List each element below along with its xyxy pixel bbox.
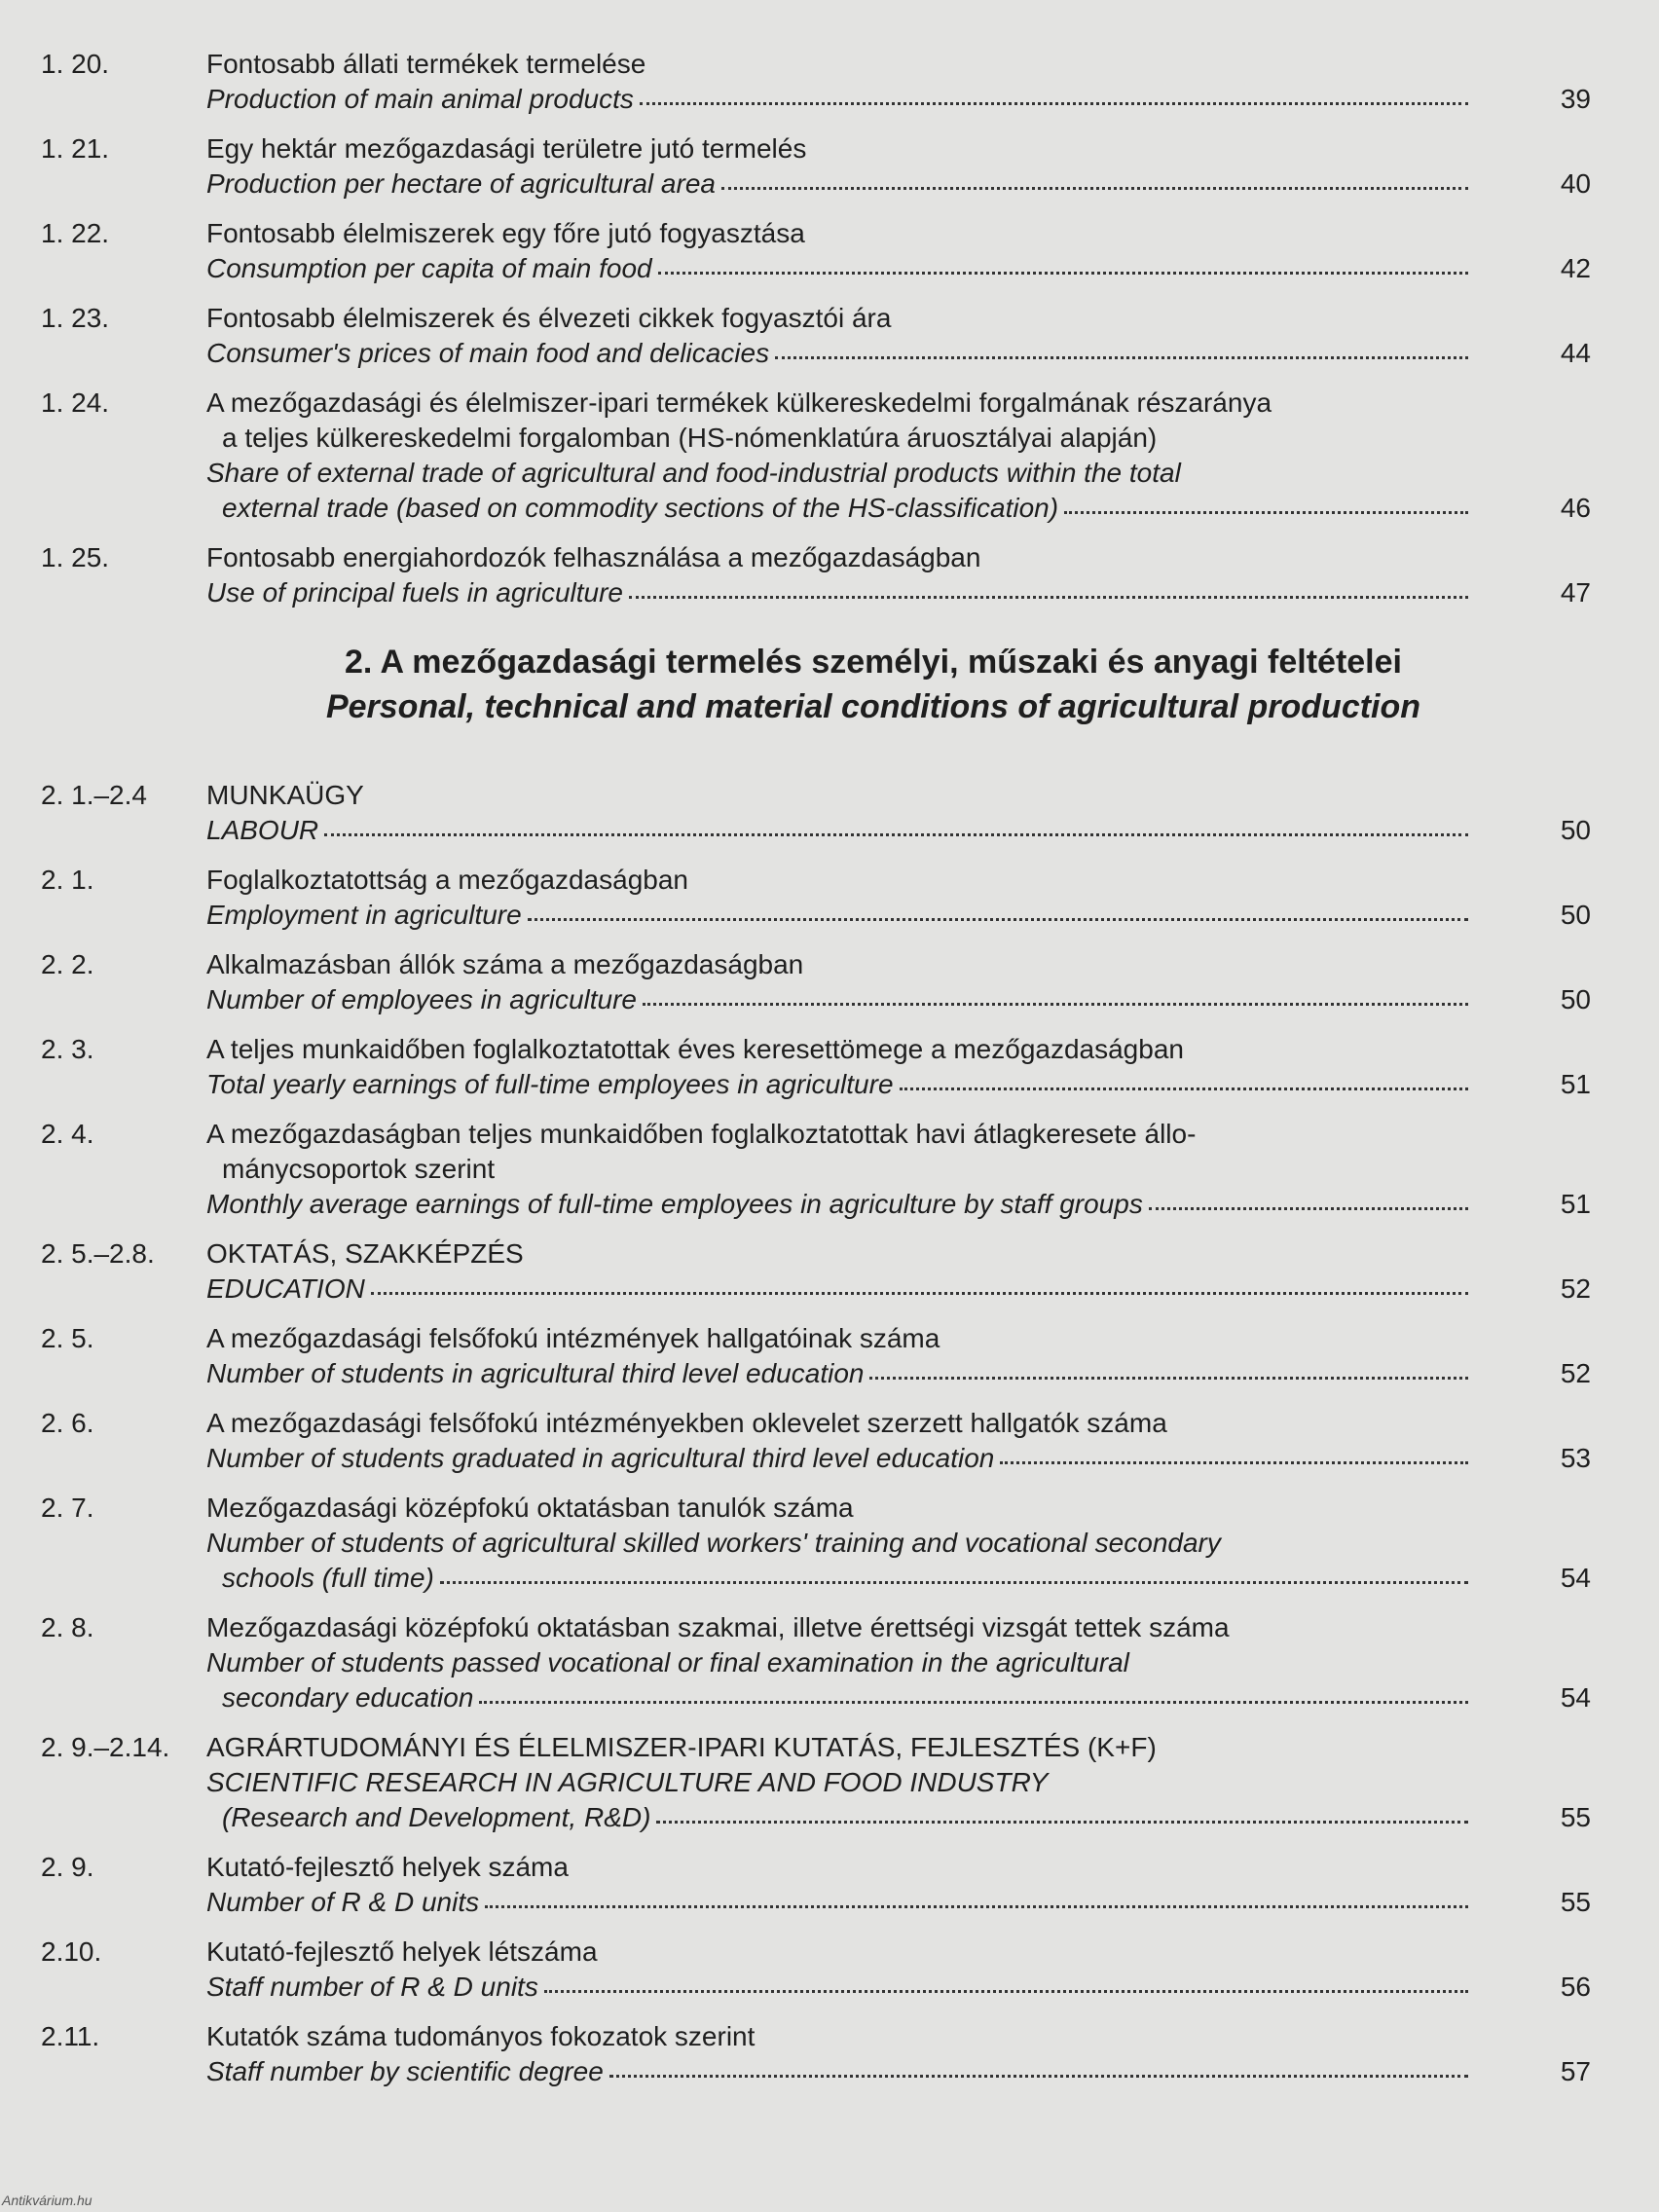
title-english <box>206 1680 1591 1715</box>
title-english <box>206 1067 1591 1102</box>
toc-entry[interactable] <box>0 863 1659 933</box>
title-hungarian <box>206 1406 1591 1441</box>
toc-entry[interactable] <box>0 1236 1659 1307</box>
toc-entry[interactable] <box>0 216 1659 286</box>
dotted-leader <box>479 1701 1468 1704</box>
title-hungarian <box>206 216 1591 251</box>
toc-entry[interactable] <box>0 386 1659 526</box>
entry-title-text: Fontosabb energiahordozók felhasználása a mezőgazdaságban <box>206 542 981 572</box>
entry-number: 1. 22. <box>41 218 110 248</box>
title-english <box>206 491 1591 526</box>
dotted-leader <box>775 356 1468 359</box>
title-hungarian <box>206 1032 1591 1067</box>
toc-entry[interactable] <box>0 1610 1659 1715</box>
entry-body <box>206 947 1659 1017</box>
page-number: 44 <box>1560 338 1591 368</box>
entry-body <box>206 1850 1659 1920</box>
toc-entry[interactable] <box>0 947 1659 1017</box>
entry-title-text: Number of students in agricultural third level education <box>206 1358 865 1388</box>
dotted-leader <box>640 102 1468 105</box>
entry-title-text: Alkalmazásban állók száma a mezőgazdaságban <box>206 949 804 979</box>
entry-body <box>206 1730 1659 1835</box>
entry-title-text: Kutatók száma tudományos fokozatok szerint <box>206 2021 756 2051</box>
title-english <box>206 1765 1591 1800</box>
toc-entry[interactable] <box>0 540 1659 610</box>
toc-entry[interactable] <box>0 2019 1659 2089</box>
dotted-leader <box>371 1292 1468 1295</box>
title-hungarian <box>206 131 1591 166</box>
title-english <box>206 336 1591 371</box>
title-english <box>206 1885 1591 1920</box>
title-hungarian <box>206 540 1591 575</box>
entry-number: 2. 6. <box>41 1408 94 1438</box>
page-number: 55 <box>1560 1887 1591 1917</box>
title-english <box>206 1526 1591 1561</box>
title-hungarian <box>206 386 1591 421</box>
title-hungarian <box>206 421 1591 456</box>
entry-title-text: Consumption per capita of main food <box>206 253 652 283</box>
entry-title-text: A mezőgazdasági felsőfokú intézményekben oklevelet szerzett hallgatók száma <box>206 1408 1167 1438</box>
page-number: 52 <box>1560 1273 1591 1304</box>
page-number: 39 <box>1560 84 1591 114</box>
entry-body <box>206 863 1659 933</box>
entry-body <box>206 131 1659 202</box>
dotted-leader <box>721 187 1468 190</box>
entry-body <box>206 1117 1659 1222</box>
entry-title-text: AGRÁRTUDOMÁNYI ÉS ÉLELMISZER-IPARI KUTATÁS, FEJLESZTÉS (K+F) <box>206 1732 1157 1762</box>
entry-title-text: Fontosabb élelmiszerek és élvezeti cikkek fogyasztói ára <box>206 303 892 333</box>
title-english <box>206 2054 1591 2089</box>
entry-title-text: Number of R & D units <box>206 1887 480 1917</box>
dotted-leader <box>656 1821 1468 1824</box>
toc-entry[interactable] <box>0 47 1659 117</box>
title-hungarian <box>206 1491 1591 1526</box>
section-heading-en: Personal, technical and material conditions of agricultural production <box>325 688 1421 725</box>
dotted-leader <box>440 1581 1468 1584</box>
entry-title-text: Egy hektár mezőgazdasági területre jutó termelés <box>206 133 807 164</box>
entry-number: 1. 21. <box>41 133 110 164</box>
entry-title-text: A mezőgazdasági és élelmiszer-ipari termékek külkereskedelmi forgalmának részaránya <box>206 387 1272 418</box>
entry-number: 2. 9. <box>41 1852 94 1882</box>
entry-number: 2.11. <box>41 2021 100 2051</box>
table-of-contents <box>0 47 1659 2104</box>
entry-title-text: Number of students of agricultural skilled workers' training and vocational secondary <box>206 1528 1221 1558</box>
entry-title-text: Monthly average earnings of full-time employees in agriculture by staff groups <box>206 1189 1143 1219</box>
watermark: Antikvárium.hu <box>2 2193 92 2208</box>
entry-number: 1. 25. <box>41 542 110 572</box>
entry-body <box>206 386 1659 526</box>
entry-number: 2. 1. <box>41 865 94 895</box>
title-english <box>206 1187 1591 1222</box>
page-number: 51 <box>1560 1069 1591 1099</box>
entry-title-text: Staff number of R & D units <box>206 1972 538 2002</box>
entry-title-text: Consumer's prices of main food and delicacies <box>206 338 770 368</box>
entry-title-text: EDUCATION <box>206 1273 365 1304</box>
page-number: 53 <box>1560 1443 1591 1473</box>
title-hungarian <box>206 1236 1591 1272</box>
entry-title-text: LABOUR <box>206 815 319 845</box>
dotted-leader <box>1000 1461 1468 1464</box>
title-hungarian <box>206 1321 1591 1356</box>
entry-title-text: Production per hectare of agricultural area <box>206 168 716 199</box>
entry-number: 2.10. <box>41 1936 102 1967</box>
entry-number: 2. 7. <box>41 1493 94 1523</box>
title-hungarian <box>206 1152 1591 1187</box>
title-hungarian <box>206 778 1591 813</box>
title-hungarian <box>206 1610 1591 1645</box>
title-english <box>206 575 1591 610</box>
entry-number: 2. 8. <box>41 1612 94 1642</box>
entry-title-text: Fontosabb élelmiszerek egy főre jutó fogyasztása <box>206 218 805 248</box>
page-number: 54 <box>1560 1682 1591 1713</box>
title-hungarian <box>206 863 1591 898</box>
entry-number: 1. 20. <box>41 49 110 79</box>
entry-title-text: Mezőgazdasági középfokú oktatásban szakmai, illetve érettségi vizsgát tettek száma <box>206 1612 1230 1642</box>
entry-title-text: Fontosabb állati termékek termelése <box>206 49 646 79</box>
entry-title-text: secondary education <box>222 1682 474 1713</box>
dotted-leader <box>1064 511 1468 514</box>
entry-title-text: A mezőgazdasági felsőfokú intézmények hallgatóinak száma <box>206 1323 940 1353</box>
entry-title-text: Production of main animal products <box>206 84 634 114</box>
toc-entry[interactable] <box>0 1117 1659 1222</box>
title-english <box>206 82 1591 117</box>
title-english <box>206 813 1591 848</box>
page-number: 52 <box>1560 1358 1591 1388</box>
toc-entry[interactable] <box>0 301 1659 371</box>
page-number: 56 <box>1560 1972 1591 2002</box>
page-number: 50 <box>1560 815 1591 845</box>
entry-title-text: Staff number by scientific degree <box>206 2056 604 2086</box>
entry-number: 2. 4. <box>41 1119 94 1149</box>
entry-body <box>206 216 1659 286</box>
section-heading <box>0 640 1659 729</box>
title-english <box>206 1561 1591 1596</box>
entry-title-text: Total yearly earnings of full-time employees in agriculture <box>206 1069 894 1099</box>
title-english <box>206 1645 1591 1680</box>
entry-number: 2. 9.–2.14. <box>41 1732 170 1762</box>
entry-title-text: MUNKAÜGY <box>206 780 364 810</box>
page-number: 55 <box>1560 1802 1591 1832</box>
toc-entry[interactable] <box>0 778 1659 848</box>
entry-body <box>206 1491 1659 1596</box>
entry-body <box>206 1935 1659 2005</box>
entry-title-text: Foglalkoztatottság a mezőgazdaságban <box>206 865 688 895</box>
title-hungarian <box>206 1117 1591 1152</box>
entry-title-text: A mezőgazdaságban teljes munkaidőben foglalkoztatottak havi átlagkeresete állo- <box>206 1119 1197 1149</box>
entry-title-text: SCIENTIFIC RESEARCH IN AGRICULTURE AND FOOD INDUSTRY <box>206 1767 1049 1797</box>
title-hungarian <box>206 1730 1591 1765</box>
entry-title-text: mánycsoportok szerint <box>222 1154 496 1184</box>
title-hungarian <box>206 1850 1591 1885</box>
entry-body <box>206 301 1659 371</box>
toc-entry[interactable] <box>0 1491 1659 1596</box>
section-heading-hu: 2. A mezőgazdasági termelés személyi, műszaki és anyagi feltételei <box>345 644 1402 681</box>
title-english <box>206 1970 1591 2005</box>
dotted-leader <box>629 596 1468 599</box>
title-english <box>206 982 1591 1017</box>
title-hungarian <box>206 2019 1591 2054</box>
toc-entry[interactable] <box>0 131 1659 202</box>
title-english <box>206 1356 1591 1391</box>
entry-title-text: Employment in agriculture <box>206 900 522 930</box>
title-english <box>206 456 1591 491</box>
toc-entry[interactable] <box>0 1406 1659 1476</box>
toc-entry[interactable] <box>0 1730 1659 1835</box>
entry-number: 2. 2. <box>41 949 94 979</box>
entry-number: 2. 3. <box>41 1034 94 1064</box>
entry-body <box>206 1032 1659 1102</box>
title-hungarian <box>206 47 1591 82</box>
entry-title-text: Number of students graduated in agricultural third level education <box>206 1443 995 1473</box>
entry-body <box>206 47 1659 117</box>
dotted-leader <box>900 1088 1468 1090</box>
page-number: 42 <box>1560 253 1591 283</box>
entry-body <box>206 2019 1659 2089</box>
entry-body <box>206 540 1659 610</box>
dotted-leader <box>869 1377 1468 1380</box>
entry-number: 1. 23. <box>41 303 110 333</box>
entry-title-text: A teljes munkaidőben foglalkoztatottak éves keresettömege a mezőgazdaságban <box>206 1034 1184 1064</box>
dotted-leader <box>528 918 1468 921</box>
entry-title-text: schools (full time) <box>222 1563 434 1593</box>
page-number: 57 <box>1560 2056 1591 2086</box>
title-english <box>206 1272 1591 1307</box>
title-english <box>206 251 1591 286</box>
entry-body <box>206 778 1659 848</box>
entry-title-text: OKTATÁS, SZAKKÉPZÉS <box>206 1238 524 1269</box>
entry-title-text: a teljes külkereskedelmi forgalomban (HS-nómenklatúra áruosztályai alapján) <box>222 423 1158 453</box>
title-english <box>206 166 1591 202</box>
toc-entry[interactable] <box>0 1935 1659 2005</box>
toc-entry[interactable] <box>0 1032 1659 1102</box>
entry-title-text: Number of students passed vocational or final examination in the agricultural <box>206 1647 1129 1677</box>
entry-title-text: Share of external trade of agricultural and food-industrial products within the total <box>206 458 1181 488</box>
title-english <box>206 1800 1591 1835</box>
title-hungarian <box>206 301 1591 336</box>
dotted-leader <box>324 833 1468 836</box>
title-english <box>206 898 1591 933</box>
dotted-leader <box>609 2075 1468 2078</box>
toc-entry[interactable] <box>0 1321 1659 1391</box>
entry-title-text: Number of employees in agriculture <box>206 984 637 1014</box>
entry-title-text: Kutató-fejlesztő helyek létszáma <box>206 1936 598 1967</box>
entry-title-text: (Research and Development, R&D) <box>222 1802 651 1832</box>
entry-number: 2. 5.–2.8. <box>41 1238 155 1269</box>
page-number: 50 <box>1560 984 1591 1014</box>
page-number: 46 <box>1560 493 1591 523</box>
title-hungarian <box>206 1935 1591 1970</box>
entry-title-text: Use of principal fuels in agriculture <box>206 577 623 608</box>
dotted-leader <box>1149 1207 1468 1210</box>
dotted-leader <box>544 1990 1468 1993</box>
toc-entry[interactable] <box>0 1850 1659 1920</box>
dotted-leader <box>643 1003 1468 1006</box>
entry-body <box>206 1321 1659 1391</box>
entry-number: 1. 24. <box>41 387 110 418</box>
entry-body <box>206 1610 1659 1715</box>
dotted-leader <box>485 1905 1468 1908</box>
page-number: 47 <box>1560 577 1591 608</box>
page-number: 51 <box>1560 1189 1591 1219</box>
entry-number: 2. 1.–2.4 <box>41 780 147 810</box>
title-hungarian <box>206 947 1591 982</box>
dotted-leader <box>658 272 1468 275</box>
entry-title-text: external trade (based on commodity sections of the HS-classification) <box>222 493 1059 523</box>
entry-number: 2. 5. <box>41 1323 94 1353</box>
entry-title-text: Kutató-fejlesztő helyek száma <box>206 1852 569 1882</box>
page-number: 50 <box>1560 900 1591 930</box>
entry-body <box>206 1236 1659 1307</box>
page-number: 40 <box>1560 168 1591 199</box>
entry-title-text: Mezőgazdasági középfokú oktatásban tanulók száma <box>206 1493 854 1523</box>
page-number: 54 <box>1560 1563 1591 1593</box>
title-english <box>206 1441 1591 1476</box>
entry-body <box>206 1406 1659 1476</box>
